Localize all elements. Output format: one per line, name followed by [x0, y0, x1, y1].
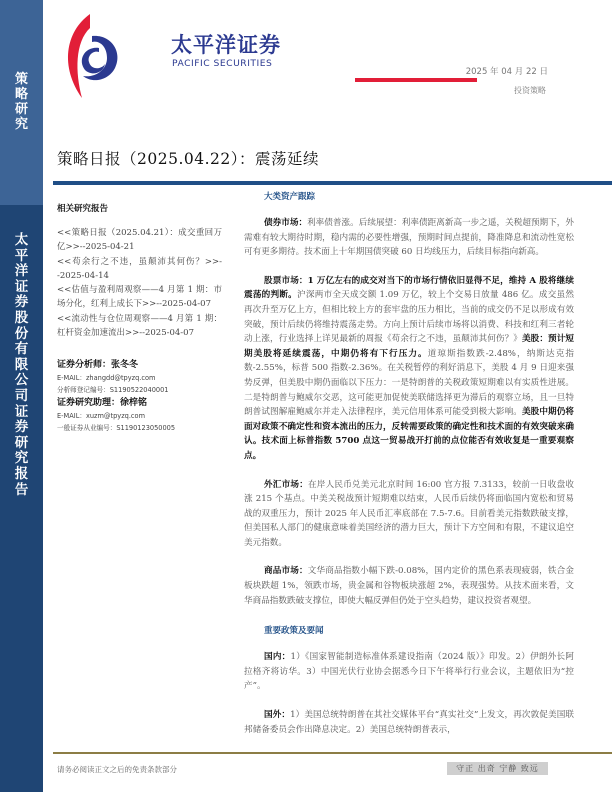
sidebar-char: 证	[14, 278, 29, 295]
sidebar-char: 公	[14, 372, 29, 389]
fx-market-text: 在岸人民币兑美元北京时间 16:00 官方报 7.3133，较前一日收盘收涨 215 个基点。中美关税战预计短期难以结束，人民币后续仍将面临国内宽松和贸易战的双重压力，预计 2025 年人民币汇率底部在 7.5-7.6。目前看美元指数跌破支撑，但美国私人部门的健康意味着美国经济的潜力巨大，预计下方空间和有限，不建议追空美元指数。	[244, 479, 574, 548]
stock-market-paragraph	[244, 274, 574, 464]
related-report-link[interactable]: <<苟余行之不违，虽颠沛其何伤？>>--2025-04-14	[57, 256, 222, 281]
report-date: 2025 年 04 月 22 日	[465, 67, 548, 77]
analyst-registration: 分析师登记编号：S1190522040001	[57, 385, 169, 394]
analyst-name: 证券分析师：张冬冬	[57, 360, 139, 371]
left-column	[57, 196, 222, 434]
sidebar-char: 证	[14, 403, 29, 420]
assistant-email[interactable]: E-MAIL：xuzm@tpyzq.com	[57, 412, 146, 421]
sidebar-label-company	[0, 233, 43, 498]
sidebar-char: 报	[14, 465, 29, 482]
related-report-link[interactable]: <<策略日报（2025.04.21）：成交重回万亿>>--2025-04-21	[57, 228, 222, 253]
domestic-news-text: 1）《国家智能制造标准体系建设指南（2024 版）》印发。2）伊朗外长阿拉格齐将访华。3）中国光伏行业协会据悉今日下午将举行行业会议，主题依旧为“控产”。	[244, 652, 574, 692]
commodity-market-label: 商品市场：	[264, 566, 308, 577]
us-stock-conclusion: 美股中期仍将面对政策不确定性和资本流出的压力，反转需要政策的确定性和技术面的有效突破来确认。技术面上标普指数 5700 点这一贸易战开打前的点位能否有效收复是一重要观察点。	[244, 407, 574, 461]
logo-chinese-name: 太平洋证券	[171, 33, 281, 57]
analyst-email[interactable]: E-MAIL：zhangdd@tpyzq.com	[57, 374, 156, 383]
stock-market-text: 沪深两市全天成交额 1.09 万亿，较上个交易日放量 486 亿。成交虽然再次升至万亿上方，但相比较上方的套牢盘的压力相比，当前的成交仍不足以形成有效突破，预计后续仍将维持震荡走势。方向上预计后续市场将以消费、科技和红利三者轮动上涨，行业选择上详见最新的周报《苟余行之不违，虽颠沛其何伤？》	[244, 290, 574, 345]
bond-market-text: 利率债普涨。后续展望：利率债距离新高一步之遥，关税超预期下，外需难有较大期待时期，稳内需的必要性增强，预期时间点提前，降准降息和流动性宽松可有更多期待。技术面上十年期国债突破 60 日均线压力，后续目标指向新高。	[244, 218, 574, 258]
sidebar-char: 司	[14, 387, 29, 404]
us-stock-text: 道琼斯指数跌-2.48%，纳斯达克指数-2.55%，标普 500 指数-2.36%。在关税暂停的利好消息下，美股 4 月 9 日迎来强势反弹，但美股中期仍面临以下压力：一是特朗普的关税政策短期难以有实质性进展。二是特朗普与鲍威尔交恶，这可能更加促使美联储选择更为滞后的观察立场，且一旦特朗普试图解雇鲍威尔并走入法律程序，美元信用体系可能受到极大影响。	[244, 348, 574, 418]
sidebar-char: 究	[14, 117, 28, 132]
assistant-name: 证券研究助理：徐梓铭	[57, 398, 148, 409]
company-slogan: 守正 出奇 宁静 致远	[447, 762, 548, 775]
related-report-link[interactable]: <<估值与盈利周观察——4 月第 1 期：市场分化，红利上成长下>>--2025-04-07	[57, 285, 222, 310]
fx-market-label: 外汇市场：	[264, 479, 308, 490]
fx-market-paragraph	[244, 478, 574, 551]
sidebar-char: 太	[14, 232, 29, 248]
foreign-news-paragraph	[244, 708, 574, 737]
logo-swirl-icon	[55, 12, 165, 102]
logo-english-name: PACIFIC SECURITIES	[172, 58, 273, 69]
related-report-link[interactable]: <<流动性与仓位周观察——4 月第 1 期：杠杆资金加速流出>>--2025-04-07	[57, 313, 222, 339]
sidebar-char: 究	[14, 450, 29, 467]
domestic-news-label: 国内：	[264, 652, 291, 663]
footer-divider	[53, 752, 612, 754]
sidebar-char: 券	[14, 294, 29, 311]
section-heading-asset-tracking: 大类资产跟踪	[264, 192, 316, 202]
commodity-market-paragraph	[244, 564, 574, 608]
title-divider	[53, 181, 612, 185]
stock-market-key-point: 1 万亿左右的成交对当下的市场行情依旧显得不足，维持 A 股将继续震荡的判断。	[244, 275, 574, 301]
sidebar-char: 略	[14, 87, 28, 102]
domestic-news-paragraph	[244, 650, 574, 694]
sidebar-char: 股	[14, 309, 29, 326]
sidebar-char: 洋	[14, 263, 29, 280]
sidebar-char: 策	[14, 72, 28, 87]
sidebar-char: 研	[14, 434, 29, 451]
sidebar-char: 研	[14, 102, 28, 117]
related-reports-heading: 相关研究报告	[57, 204, 109, 214]
main-content	[244, 186, 574, 737]
sidebar-char: 份	[14, 325, 29, 342]
company-logo	[55, 12, 295, 102]
sidebar-char: 告	[14, 481, 29, 498]
stock-market-label: 股票市场：	[264, 275, 308, 286]
sidebar-label-strategy-research	[0, 72, 43, 132]
analyst-block	[57, 358, 222, 434]
foreign-news-text: 1）美国总统特朗普在其社交媒体平台“真实社交”上发文，再次敦促美国联邦储备委员会作出降息决定。2）美国总统特朗普表示，	[244, 710, 574, 735]
sidebar-char: 平	[14, 247, 29, 264]
sidebar-char: 限	[14, 356, 29, 373]
sidebar-char: 券	[14, 419, 29, 436]
bond-market-label: 债券市场：	[264, 218, 308, 228]
report-category: 投资策略	[514, 86, 546, 95]
section-heading-policy-news: 重要政策及要闻	[264, 626, 324, 637]
date-underline	[355, 78, 477, 82]
foreign-news-label: 国外：	[264, 710, 291, 721]
related-reports-list	[57, 226, 222, 340]
sidebar-char: 有	[14, 341, 29, 358]
disclaimer-note: 请务必阅读正文之后的免责条款部分	[57, 765, 177, 774]
bond-market-paragraph	[244, 216, 574, 260]
page-title: 策略日报（2025.04.22）：震荡延续	[57, 150, 319, 168]
assistant-registration: 一般证券从业编号：S1190123050005	[57, 423, 176, 432]
commodity-market-text: 文华商品指数小幅下跌-0.08%，国内定价的黑色系表现疲弱，铁合金板块跌超 1%，领跌市场，贵金属和谷物板块涨超 2%，表现强势。从技术面来看，文华商品指数跌破支撑位，即使大幅反弹但仍处于空头趋势，建议投资者观望。	[244, 566, 574, 606]
us-stock-key-point: 美股：预计短期美股将延续震荡，中期仍将有下行压力。	[244, 334, 574, 359]
